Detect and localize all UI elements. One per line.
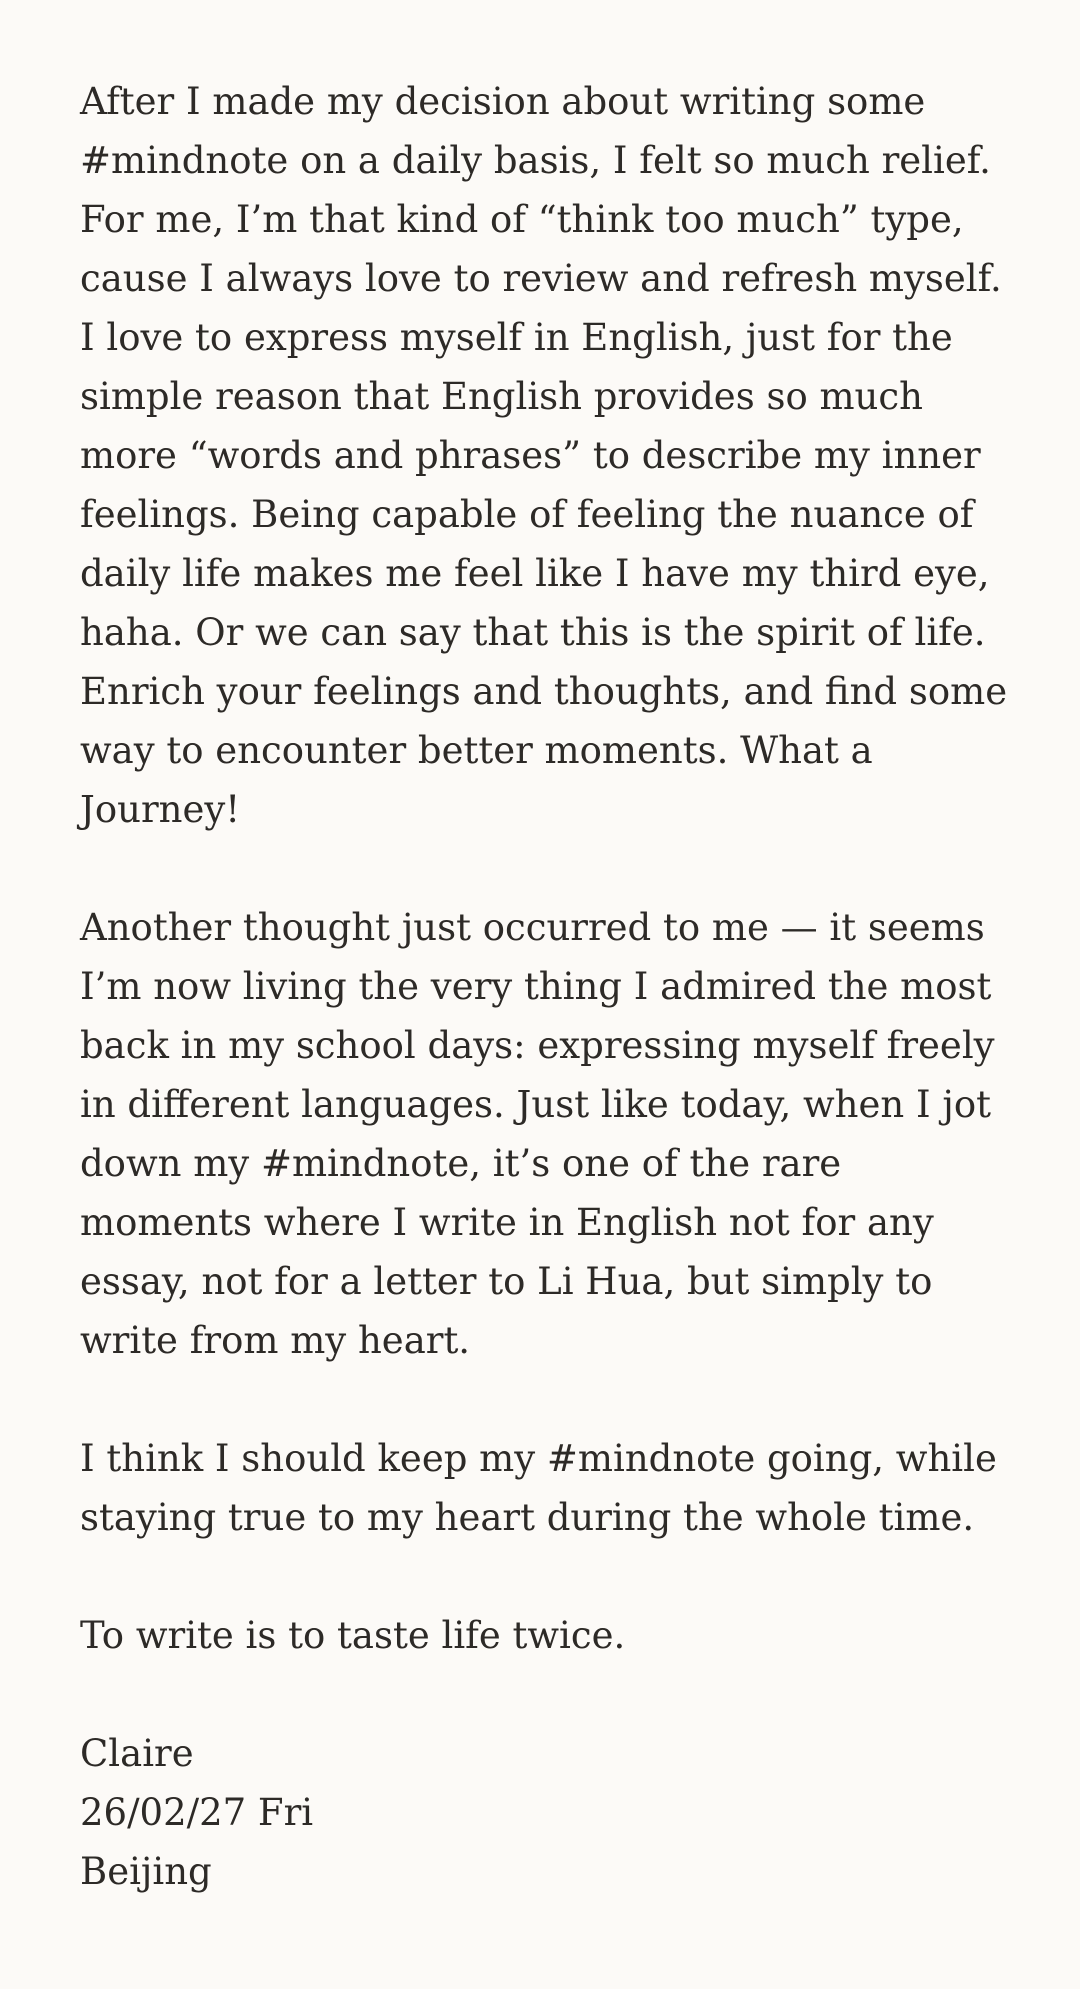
note-paragraph: Another thought just occurred to me — it seems I’m now living the very thing I admired the most back in my school days: expressing myself freely in different languages. Just like today, when I jot down my #mindnote, it’s one of the rare moments where I write in English not for any essay, not for a letter to Li Hua, but simply to write from my heart. xyxy=(80,906,995,1362)
signature-name: Claire xyxy=(80,1732,194,1775)
note-body xyxy=(80,72,1020,1901)
signature-place: Beijing xyxy=(80,1850,212,1893)
signature-date: 26/02/27 Fri xyxy=(80,1791,314,1834)
note-paragraph: I think I should keep my #mindnote going, while staying true to my heart during the whole time. xyxy=(80,1437,997,1539)
signature-block xyxy=(80,1724,1020,1901)
note-paragraph: To write is to taste life twice. xyxy=(80,1614,626,1657)
note-paragraph: After I made my decision about writing some #mindnote on a daily basis, I felt so much relief. For me, I’m that kind of “think too much” type, cause I always love to review and refresh myself. I love to express myself in English, just for the simple reason that English provides so much more “words and phrases” to describe my inner feelings. Being capable of feeling the nuance of daily life makes me feel like I have my third eye, haha. Or we can say that this is the spirit of life. Enrich your feelings and thoughts, and find some way to encounter better moments. What a Journey! xyxy=(80,80,1008,831)
